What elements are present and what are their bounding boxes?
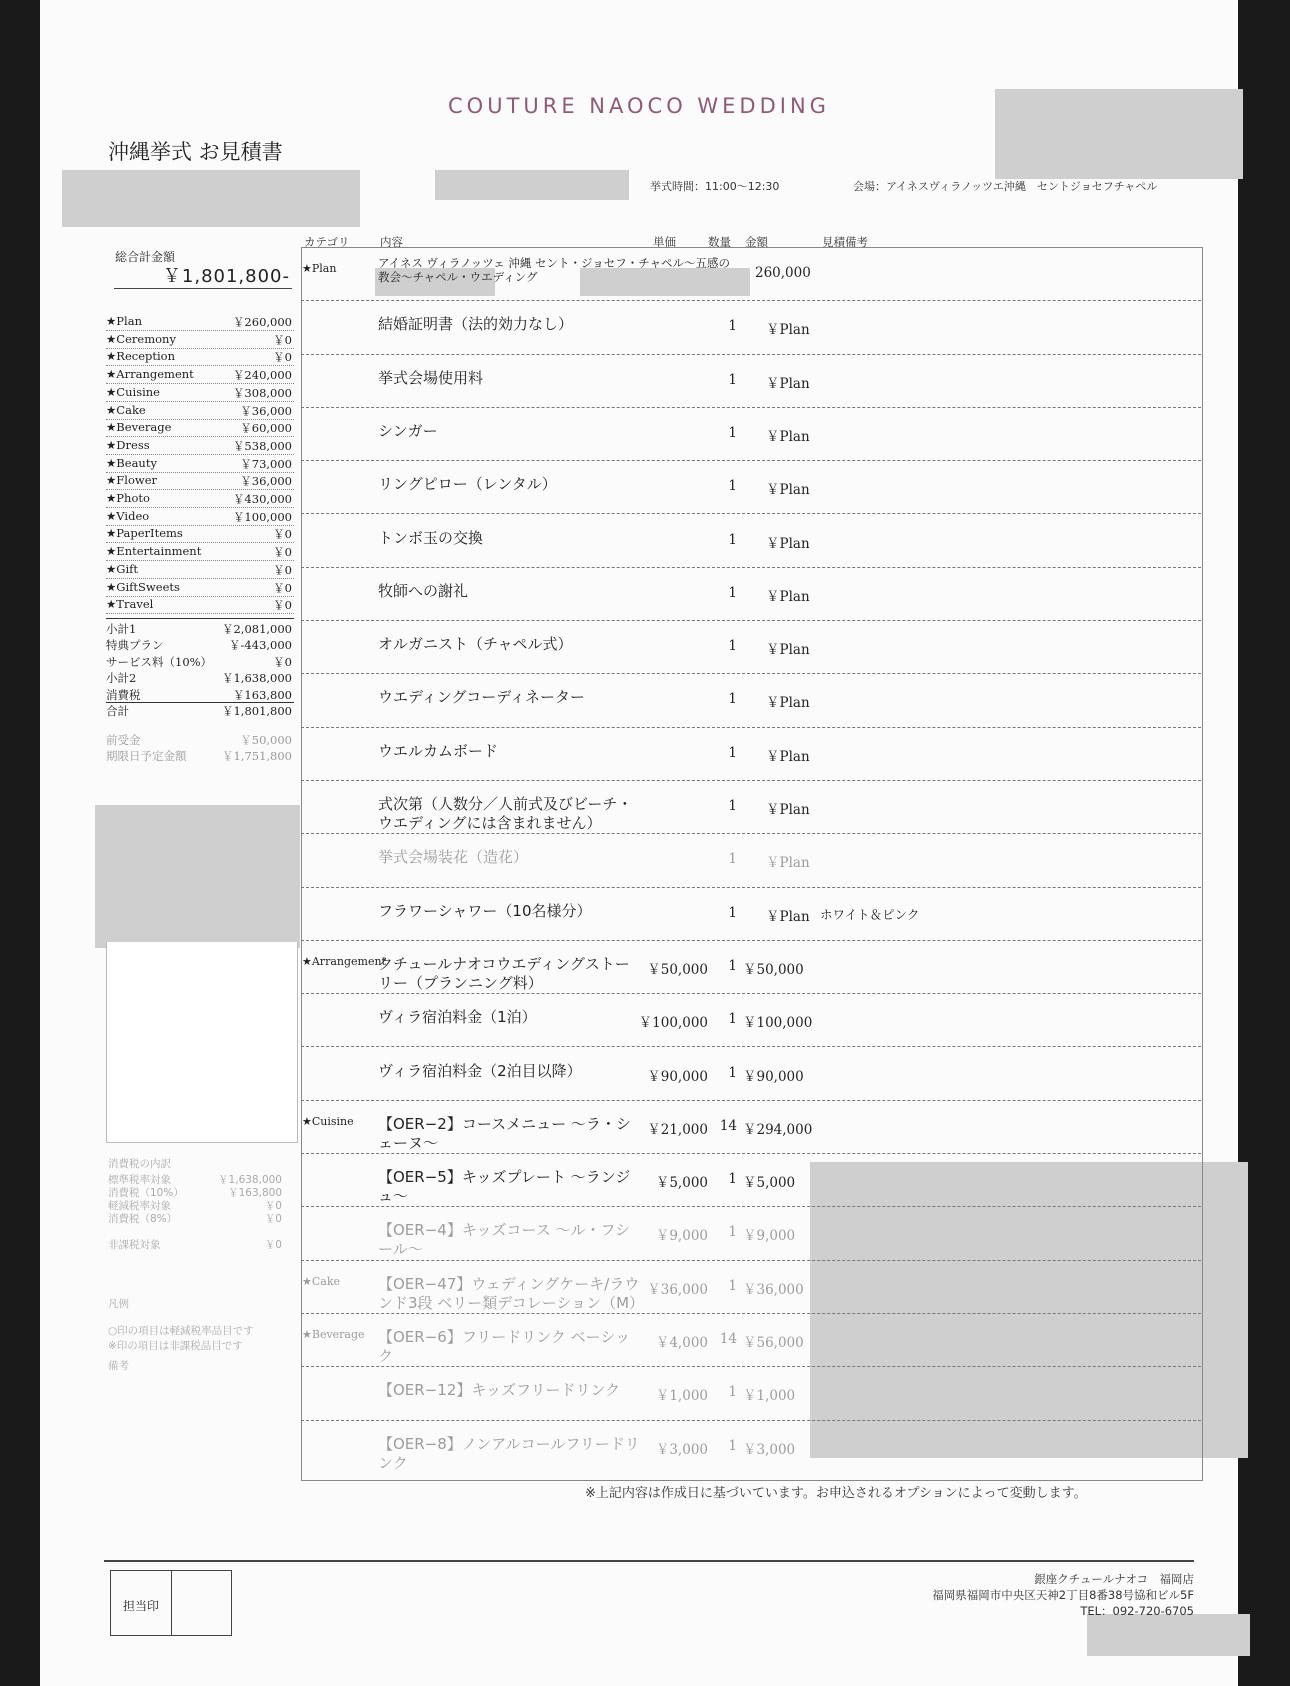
summary-value: ￥0 [273,527,292,542]
summary-label: ★Travel [106,597,154,612]
deposit-value: ￥50,000 [240,732,292,747]
redacted-block [95,805,300,948]
row-unit-price: ￥5,000 [655,1175,708,1192]
tax-breakdown-title: 消費税の内訳 [108,1158,171,1170]
summary-row [106,509,294,526]
summary-row [106,473,294,490]
tax-label: 消費税（8%） [108,1213,178,1225]
row-quantity: 14 [719,1331,737,1347]
deposit-label: 期限日予定金額 [106,748,187,763]
subtotal-label: 特典プラン [106,638,164,653]
row-amount: ￥Plan [766,642,810,659]
row-content: 挙式会場使用料 [378,368,484,387]
row-category: ★Beverage [302,1328,365,1341]
row-quantity: 1 [728,904,737,921]
summary-label: ★Photo [106,491,150,505]
summary-label: ★PaperItems [106,526,183,541]
subtotal-row [106,670,294,687]
row-quantity: 1 [728,531,737,548]
tax-value: ￥0 [264,1200,282,1212]
row-content: 【OER−47】ウェディングケーキ/ラウンド3段 ベリー類デコレーション（M） [378,1274,645,1312]
row-content: クチュールナオコウエディングストーリー（プランニング料） [378,954,630,992]
row-quantity: 1 [728,798,737,814]
subtotal-label: 小計1 [106,621,137,636]
row-unit-price: ￥36,000 [647,1281,708,1298]
row-unit-price: ￥4,000 [655,1335,708,1351]
row-category: ★Cuisine [302,1114,354,1128]
footer-note: ※上記内容は作成日に基づいています。お申込されるオプションによって変動します。 [585,1486,1087,1501]
stamp-label: 担当印 [123,1599,160,1613]
row-amount: ￥36,000 [743,1281,804,1298]
row-content: リングピロー（レンタル） [378,475,557,494]
left-lower-panel [106,942,298,1143]
header-unit-price: 単価 [653,235,676,249]
summary-row [106,526,294,543]
summary-label: ★Beauty [106,455,157,470]
row-amount: ￥9,000 [743,1228,796,1245]
row-amount: ￥56,000 [743,1335,804,1351]
grand-total-label: 総合計金額 [115,250,176,264]
row-amount: ￥3,000 [743,1441,796,1458]
header-content: 内容 [380,235,403,249]
deposit-row [106,732,294,749]
row-category: ★Plan [302,262,337,275]
row-unit-price: ￥9,000 [655,1228,708,1245]
subtotal-value: ￥0 [273,654,292,669]
subtotal-value: ￥1,801,800 [221,704,292,719]
summary-row [106,385,294,402]
summary-value: ￥430,000 [232,492,292,506]
header-category: カテゴリ [304,235,350,249]
row-quantity: 1 [728,1437,737,1454]
summary-label: ★Entertainment [106,544,202,559]
summary-value: ￥240,000 [232,368,292,383]
summary-value: ￥308,000 [232,385,292,400]
row-amount: ￥1,000 [743,1388,796,1405]
subtotal-label: 合計 [106,704,129,719]
row-amount: ￥Plan [766,322,810,339]
row-quantity: 1 [728,744,737,761]
row-content: 【OER−2】コースメニュー 〜ラ・シェーヌ〜 [378,1114,631,1152]
summary-value: ￥538,000 [232,438,292,453]
ceremony-time: 挙式時間：11:00〜12:30 [650,180,780,193]
legend-line: ○印の項目は軽減税率品目です [108,1325,254,1337]
row-content: 式次第（人数分／人前式及びビーチ・ウエディングには含まれません） [378,795,633,832]
document-title: 沖縄挙式 お見積書 [108,140,283,164]
summary-value: ￥36,000 [240,474,292,489]
row-content: 牧師への謝礼 [378,581,469,600]
row-quantity: 1 [728,691,737,708]
subtotal-value: ￥1,638,000 [221,671,292,686]
tax-value: ￥1,638,000 [218,1174,282,1186]
tax-label: 軽減税率対象 [108,1200,171,1212]
row-content: ウエルカムボード [378,741,499,760]
header-remarks: 見積備考 [822,235,868,249]
subtotal-label: 消費税 [106,687,141,702]
subtotal-row [106,703,294,720]
summary-value: ￥0 [273,332,292,347]
deposit-label: 前受金 [106,732,141,747]
summary-value: ￥73,000 [240,456,292,471]
summary-value: ￥36,000 [240,403,292,418]
summary-value: ￥260,000 [232,315,292,329]
row-quantity: 1 [728,957,737,974]
subtotal-value: ￥2,081,000 [221,621,292,636]
row-content: 【OER−12】キッズフリードリンク [378,1381,621,1400]
summary-label: ★Reception [106,349,176,364]
row-quantity: 1 [728,1224,737,1241]
summary-row [106,367,294,384]
redacted-block [62,170,360,227]
summary-row [106,544,294,561]
row-amount: ￥Plan [766,535,810,552]
summary-label: ★Arrangement [106,367,194,382]
summary-label: ★Beverage [106,420,172,435]
row-content: フラワーシャワー（10名様分） [378,901,592,920]
legend-line: ※印の項目は非課税品目です [108,1340,243,1352]
venue: 会場：アイネスヴィラノッツエ沖縄 セントジョセフチャペル [853,180,1158,193]
shop-tel: TEL：092-720-6705 [1080,1604,1194,1618]
summary-divider [106,613,294,614]
row-quantity: 1 [728,371,737,388]
row-content: シンガー [378,421,438,440]
row-amount: ￥90,000 [743,1068,804,1085]
row-amount: ￥Plan [766,748,810,765]
row-amount: ￥Plan [766,482,810,499]
row-content: トンボ玉の交換 [378,528,484,547]
row-content: 【OER−5】キッズプレート 〜ランジュ〜 [378,1168,631,1206]
row-quantity: 1 [728,1011,737,1028]
subtotal-row [106,621,294,638]
row-amount: ￥Plan [766,855,810,872]
summary-row [106,314,294,331]
shop-name: 銀座クチュールナオコ 福岡店 [1034,1572,1194,1586]
row-quantity: 1 [728,638,737,655]
row-content: 【OER−6】フリードリンク ベーシック [378,1328,631,1365]
summary-label: ★Gift [106,561,139,576]
row-content: 【OER−4】キッズコース 〜ル・フシール〜 [378,1221,630,1259]
subtotal-label: サービス料（10%） [106,654,213,669]
row-category: ★Cake [302,1274,341,1288]
summary-row [106,562,294,579]
summary-value: ￥0 [273,562,292,577]
legend-title: 凡例 [108,1298,129,1310]
row-amount: ￥Plan [766,588,810,605]
summary-label: ★Dress [106,437,150,452]
row-remark: ホワイト＆ピンク [820,906,920,922]
summary-row [106,420,294,437]
tax-label: 標準税率対象 [108,1174,171,1186]
row-unit-price: ￥1,000 [655,1388,708,1405]
row-quantity: 1 [728,584,737,601]
row-amount: ￥Plan [766,375,810,392]
grand-total-value: ￥1,801,800- [162,266,290,287]
row-quantity: 1 [728,1171,737,1188]
summary-value: ￥0 [273,545,292,560]
subtotal-row [106,654,294,671]
row-quantity: 1 [728,424,737,441]
summary-label: ★Video [106,508,150,523]
staff-stamp-box [110,1570,232,1636]
summary-label: ★Plan [106,314,142,328]
summary-row [106,456,294,473]
summary-row [106,349,294,366]
legend-line: 備考 [108,1360,129,1372]
row-content: 挙式会場装花（造花） [378,848,529,867]
summary-value: ￥60,000 [240,421,292,436]
summary-row [106,580,294,597]
subtotal-value: ￥-443,000 [229,638,292,653]
row-unit-price: ￥3,000 [655,1441,708,1458]
summary-value: ￥0 [273,598,292,613]
row-content: ヴィラ宿泊料金（2泊目以降） [378,1061,582,1080]
brand-logo-text: COUTURE NAOCO WEDDING [448,94,830,118]
summary-value: ￥0 [273,350,292,365]
row-quantity: 1 [728,318,737,335]
row-unit-price: ￥21,000 [647,1121,708,1138]
summary-row [106,438,294,455]
shop-address: 福岡県福岡市中央区天神2丁目8番38号協和ビル5F [932,1588,1194,1602]
row-category: ★Arrangement [302,954,386,968]
redacted-block [995,89,1243,179]
footer-divider [104,1560,1194,1562]
deposit-row [106,748,294,765]
summary-label: ★Ceremony [106,331,176,346]
row-amount: ￥294,000 [743,1121,813,1138]
tax-label: 消費税（10%） [108,1187,184,1199]
row-quantity: 1 [728,1384,737,1401]
row-amount: 260,000 [755,265,811,281]
row-unit-price: ￥50,000 [647,961,708,978]
tax-label: 非課税対象 [108,1239,161,1251]
summary-value: ￥0 [273,580,292,595]
row-amount: ￥5,000 [743,1175,796,1192]
summary-rule [106,618,294,619]
summary-row [106,597,294,614]
row-quantity: 14 [719,1117,737,1134]
row-quantity: 1 [728,478,737,495]
summary-label: ★Flower [106,473,158,488]
row-unit-price: ￥90,000 [647,1068,708,1085]
redacted-block [1087,1614,1250,1656]
deposit-value: ￥1,751,800 [221,748,292,763]
grand-total [114,248,292,289]
row-amount: ￥Plan [766,428,810,445]
subtotal-value: ￥163,800 [232,687,292,702]
row-amount: ￥100,000 [743,1015,813,1032]
summary-row [106,491,294,508]
row-content: ヴィラ宿泊料金（1泊） [378,1008,537,1027]
summary-label: ★Cake [106,402,146,417]
summary-row [106,403,294,420]
summary-row [106,332,294,349]
row-content: 結婚証明書（法的効力なし） [378,315,574,334]
summary-value: ￥100,000 [232,509,292,524]
row-content: ウエディングコーディネーター [378,688,586,707]
header-quantity: 数量 [708,235,731,249]
header-amount: 金額 [745,235,768,249]
tax-value: ￥0 [264,1239,282,1251]
summary-label: ★GiftSweets [106,579,180,594]
row-amount: ￥Plan [766,802,810,818]
tax-value: ￥163,800 [228,1187,282,1199]
subtotal-label: 小計2 [106,671,137,686]
row-content: アイネス ヴィラノッツェ 沖縄 セント・ジョセフ・チャペル〜五感の教会〜チャペル・ウエディング [378,256,730,284]
row-quantity: 1 [728,1064,737,1081]
row-amount: ￥Plan [766,695,810,712]
subtotal-row [106,637,294,654]
summary-label: ★Cuisine [106,384,160,399]
row-quantity: 1 [728,851,737,868]
row-unit-price: ￥100,000 [638,1015,708,1032]
row-amount: ￥50,000 [743,961,804,978]
redacted-block [435,170,629,200]
row-amount: ￥Plan [766,908,810,925]
row-quantity: 1 [728,1277,737,1294]
stamp-label-cell [111,1571,172,1635]
row-content: オルガニスト（チャペル式） [378,635,573,654]
row-content: 【OER−8】ノンアルコールフリードリンク [378,1434,640,1472]
tax-value: ￥0 [264,1213,282,1225]
